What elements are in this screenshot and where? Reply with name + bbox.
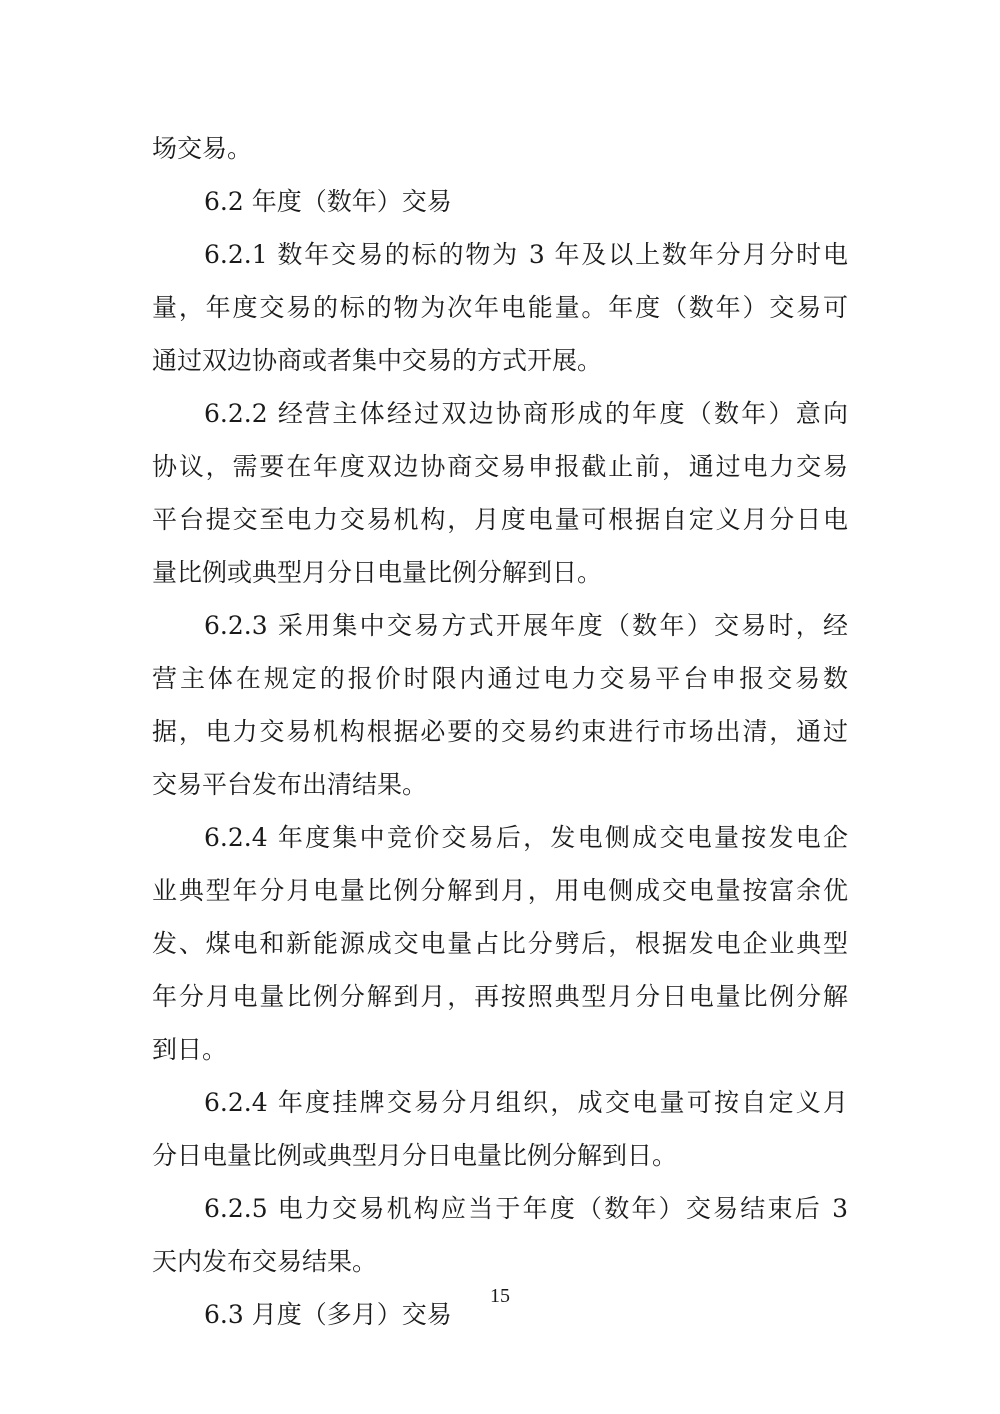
text-line: 量，年度交易的标的物为次年电能量。年度（数年）交易可 xyxy=(152,293,848,322)
text-line: 交易平台发布出清结果。 xyxy=(152,770,428,799)
text-line: 营主体在规定的报价时限内通过电力交易平台申报交易数 xyxy=(152,664,848,693)
text-line: 业典型年分月电量比例分解到月，用电侧成交电量按富余优 xyxy=(152,876,848,905)
text-line: 6.2.4 年度集中竞价交易后，发电侧成交电量按发电企 xyxy=(204,823,848,852)
text-line: 6.2.4 年度挂牌交易分月组织，成交电量可按自定义月 xyxy=(204,1088,848,1117)
text-line: 天内发布交易结果。 xyxy=(152,1247,378,1276)
text-line: 通过双边协商或者集中交易的方式开展。 xyxy=(152,346,603,375)
text-line: 分日电量比例或典型月分日电量比例分解到日。 xyxy=(152,1141,678,1170)
text-line: 6.2.3 采用集中交易方式开展年度（数年）交易时，经 xyxy=(204,611,848,640)
section-heading-6-3: 6.3 月度（多月）交易 xyxy=(204,1300,452,1329)
text-line: 量比例或典型月分日电量比例分解到日。 xyxy=(152,558,603,587)
text-line: 到日。 xyxy=(152,1035,228,1064)
text-line: 平台提交至电力交易机构，月度电量可根据自定义月分日电 xyxy=(152,505,848,534)
section-heading-6-2: 6.2 年度（数年）交易 xyxy=(204,187,452,216)
text-line: 6.2.2 经营主体经过双边协商形成的年度（数年）意向 xyxy=(204,399,848,428)
text-line: 6.2.1 数年交易的标的物为 3 年及以上数年分月分时电 xyxy=(204,240,848,269)
text-line: 6.2.5 电力交易机构应当于年度（数年）交易结束后 3 xyxy=(204,1194,848,1223)
text-line: 协议，需要在年度双边协商交易申报截止前，通过电力交易 xyxy=(152,452,848,481)
document-body xyxy=(152,122,848,1341)
text-line: 据，电力交易机构根据必要的交易约束进行市场出清，通过 xyxy=(152,717,848,746)
text-line: 发、煤电和新能源成交电量占比分劈后，根据发电企业典型 xyxy=(152,929,848,958)
page-number: 15 xyxy=(490,1285,510,1307)
text-line: 场交易。 xyxy=(152,134,253,163)
text-line: 年分月电量比例分解到月，再按照典型月分日电量比例分解 xyxy=(152,982,848,1011)
